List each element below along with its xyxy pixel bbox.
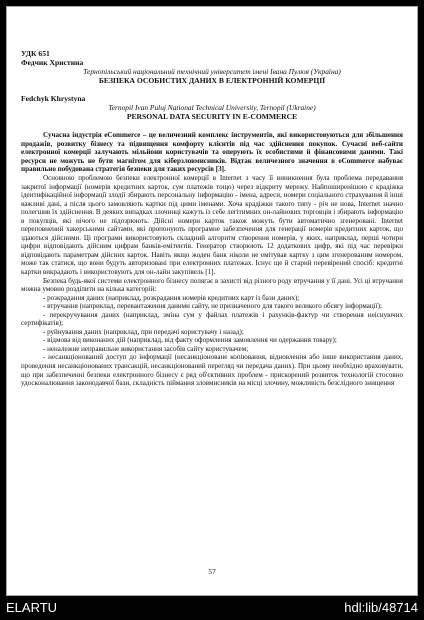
page-number: 57 <box>208 567 216 576</box>
handle-identifier: hdl:lib/48714 <box>344 600 418 615</box>
body-text <box>21 174 403 388</box>
list-item: - перекручування даних (наприклад, зміна сум у файлах платежів і рахунків-фактур чи створення неіснуючих сертифікатів); <box>21 310 403 328</box>
body-paragraph: Основною проблемою безпеки електронної комерції в Internet з часу її виникнення була проблема передавання закритої інформації (номерів кредитних карток, сум платежів тощо) через відкриту мережу. Найпоширенішою є крадіжка ідентифікаційної інформації злодії збирають персональну інформацію - імена, адреси, номери соціального страхування й інші важливі дані, а після цього замовляють картки під цими іменами. Хоча крадіжки такого типу - річ не нова, Internet значно полегшив їх здійснення. В деяких випадках злочинці кажуть із себе легітимних он-лайнових торговців і збирають інформацію в покупців, які нічого не підозрюють. Дійсні номери карток також можуть бути автоматично згенеровані. Internet переповнений хакерськими сайтами, які пропонують програмне забезпечення для генерації номерів кредитних карток, що здаються дійсними. Ці програми використовують складний алгоритм створення номерів, у яких, наприклад, перші чотири цифри відповідають дійсним цифрам банків-емітентів. Генератор створюють 12 додаткових цифр, які під час перевірки відповідають параметрам дійсних карток. Навіть якщо жоден банк ніколи не емітував картку з цим згенерованим номером, може так статися, що вони будуть авторизовані при електронних платежах. Існує ще й старий перевірений спосіб: кредитні картки викрадають і використовують для он-лайн закупівель [1]. <box>21 173 403 276</box>
repository-name: ELARTU <box>6 600 58 615</box>
list-item: - неналежне неправильне використання засобів сайту користувачем; <box>43 344 249 353</box>
paper-title-en: PERSONAL DATA SECURITY IN E-COMMERCE <box>126 112 298 121</box>
affiliation-uk: Тернопільський національний технічний університет імені Івана Пулюя (Україна) <box>83 67 341 76</box>
abstract: Сучасна індустрія eCommerce – це величезний комплекс інструментів, які використовуються для збільшення продажів, розвитку бізнесу та підвищення комфорту клієнтів під час здійснення покупок. Сучасні веб-сайти електронної комерції залучають мільйони користувачів та оперують їх особистими й фінансовими даними. Такі ресурси не можуть не бути магнітом для кіберзловмисників. Відтак величезного значення в eCommerce набуває правильно побудована стратегія безпеки для таких ресурсів [3]. <box>21 131 403 174</box>
repository-footer <box>0 596 424 620</box>
paper-title-uk: БЕЗПЕКА ОСОБИСТИХ ДАНИХ В ЕЛЕКТРОННІЙ КОМЕРЦІЇ <box>98 76 326 85</box>
list-item: - руйнування даних (наприклад, при передачі користувачу і назад); <box>43 327 244 336</box>
author-name-en: Fedchyk Khrystyna <box>21 94 86 103</box>
page-content <box>21 49 403 388</box>
author-name-uk: Федчик Христина <box>21 58 84 67</box>
document-page <box>6 6 418 596</box>
udk-code: УДК 651 <box>21 49 50 58</box>
list-item: - втручання (наприклад, перевантаження даними сайту, не призначеного для такого великого обсягу інформації); <box>43 302 382 311</box>
list-item: - розкрадання даних (наприклад, розкрадання номерів кредитних карт із бази даних); <box>43 293 300 302</box>
affiliation-en: Ternopil Ivan Puluj National Technical University, Ternopil (Ukraine) <box>108 103 316 112</box>
list-item: - несанкціонований доступ до інформації (несанкціоноване копіювання, відновлення або інше використання даних, проведення несанкціонованих трансакцій, несанкціонований перегляд чи передача даних). При цьому необхідно враховувати, що при забезпеченні безпеки електронного бізнесу є ряд об'єктивних проблем - прискорений розвиток технологій стосовно удосконалювання законодавчої бази, складність піймання зловмисників на місці злочину, можливість безслідного знищення <box>21 353 403 388</box>
list-item: - відмова від виконаних дій (наприклад, від факту оформлення замовлення чи одержання товару); <box>43 336 337 345</box>
body-paragraph: Безпека будь-якої системи електронного бізнесу полягає в захисті від різного роду втручання у її дані. Усі ці втручання можна умовно розділити на кілька категорій: <box>21 276 403 294</box>
